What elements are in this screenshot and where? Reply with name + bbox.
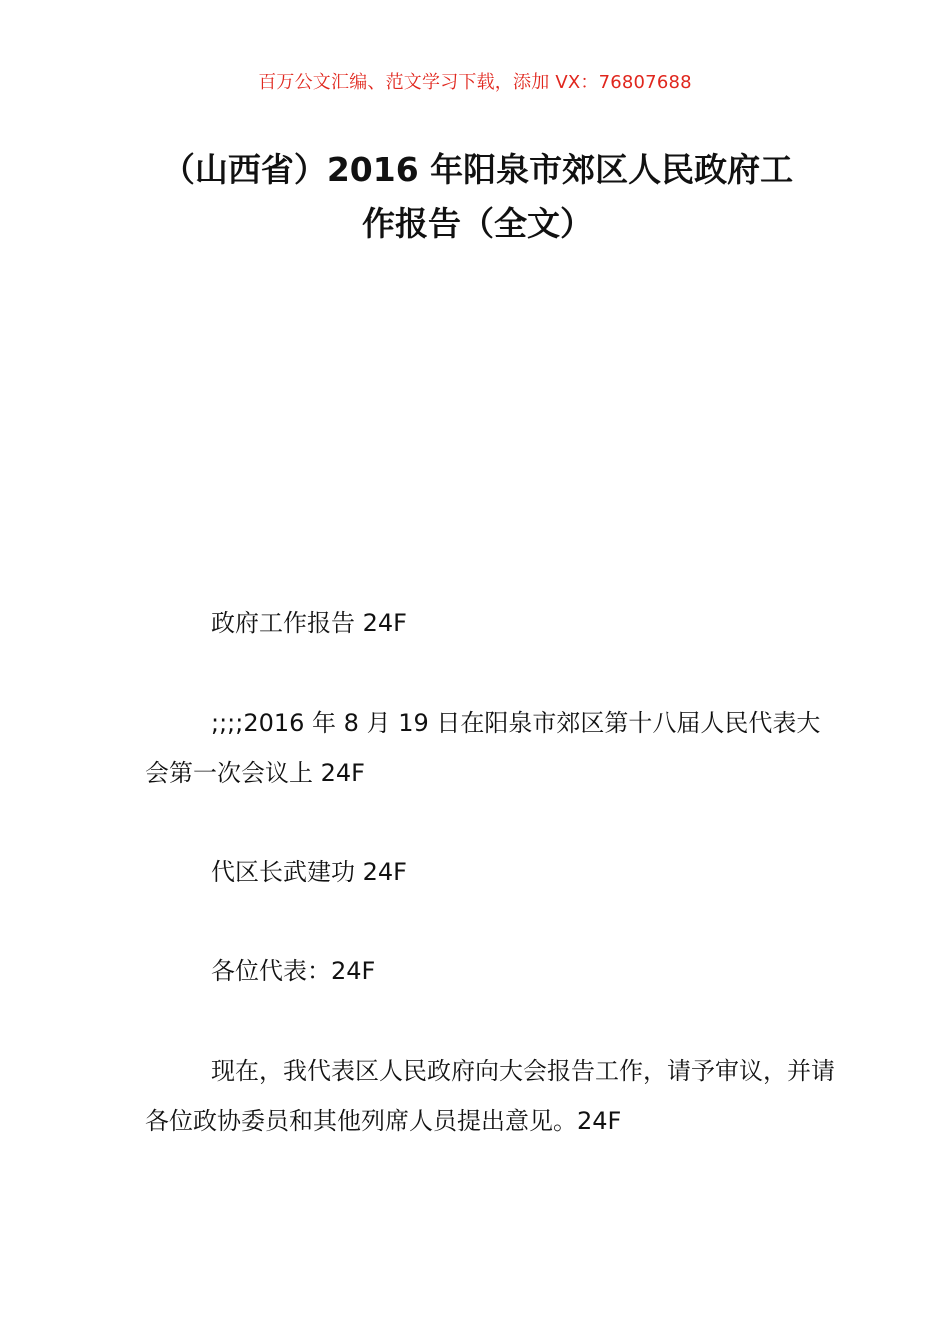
document-title-line-1: （山西省）2016 年阳泉市郊区人民政府工 xyxy=(161,150,794,189)
paragraph-text: 政府工作报告 24F xyxy=(211,609,407,637)
watermark-text: 百万公文汇编、范文学习下载，添加 VX：76807688 xyxy=(258,72,692,93)
paragraph-text: 现在，我代表区人民政府向大会报告工作，请予审议，并请各位政协委员和其他列席人员提出意见。24F xyxy=(145,1057,835,1135)
document-title-line-2: 作报告（全文） xyxy=(362,204,593,243)
paragraph-5 xyxy=(145,1046,835,1146)
paragraph-2 xyxy=(145,698,835,798)
paragraph-1 xyxy=(145,598,835,648)
paragraph-text: 代区长武建功 24F xyxy=(211,858,407,886)
paragraph-4 xyxy=(145,946,835,996)
paragraph-text: 各位代表：24F xyxy=(211,957,376,985)
paragraph-3 xyxy=(145,847,835,897)
paragraph-text: ;;;;2016 年 8 月 19 日在阳泉市郊区第十八届人民代表大会第一次会议上 24F xyxy=(145,709,821,787)
